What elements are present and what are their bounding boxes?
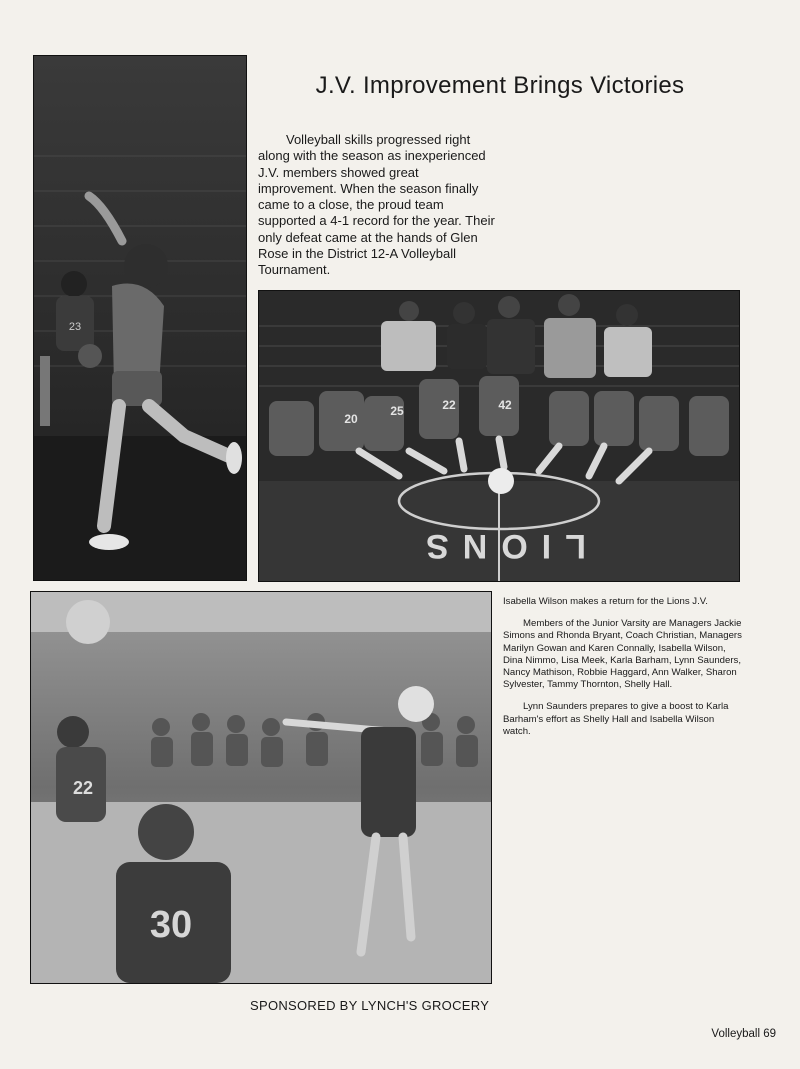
team-jersey-20: 20 bbox=[344, 412, 358, 426]
caption-game: Lynn Saunders prepares to give a boost to Karla Barham's effort as Shelly Hall and Isabella Wilson watch. bbox=[503, 701, 729, 737]
page-headline: J.V. Improvement Brings Victories bbox=[315, 72, 685, 99]
floor-lions-text: LIONS bbox=[412, 527, 586, 565]
story-body-text: Volleyball skills progressed right along with the season as inexperienced J.V. members showed great improvement. When the season finally came to a close, the proud team supported a 4-1 record for the year. Their only defeat came at the hands of Glen Rose in the District 12-A Volleyball Tournament. bbox=[258, 132, 495, 278]
photo-volleyball-spiker bbox=[33, 55, 247, 581]
team-jersey-22: 22 bbox=[442, 398, 456, 412]
team-jersey-25: 25 bbox=[390, 404, 404, 418]
photo-captions bbox=[503, 596, 743, 748]
sponsor-line: SPONSORED BY LYNCH'S GROCERY bbox=[250, 998, 490, 1013]
caption-spiker: Isabella Wilson makes a return for the Lions J.V. bbox=[503, 596, 708, 607]
caption-team: Members of the Junior Varsity are Managers Jackie Simons and Rhonda Bryant, Coach Christian, Managers Marilyn Gowan and Karen Connally, Isabella Wilson, Dina Nimmo, Lisa Meek, Karla Barham, Lynn Saunders, Nancy Mathison, Robbie Haggard, Ann Walker, Sharon Sylvester, Tammy Thornton, Shelly Hall. bbox=[503, 618, 742, 691]
spiker-bg-jersey-number: 23 bbox=[68, 321, 82, 333]
photo-team-portrait bbox=[258, 290, 740, 582]
game-jersey-22: 22 bbox=[72, 778, 94, 798]
page-folio: Volleyball 69 bbox=[711, 1028, 776, 1040]
photo-game-action bbox=[30, 591, 492, 984]
team-jersey-42: 42 bbox=[498, 398, 512, 412]
game-jersey-30: 30 bbox=[149, 904, 193, 946]
